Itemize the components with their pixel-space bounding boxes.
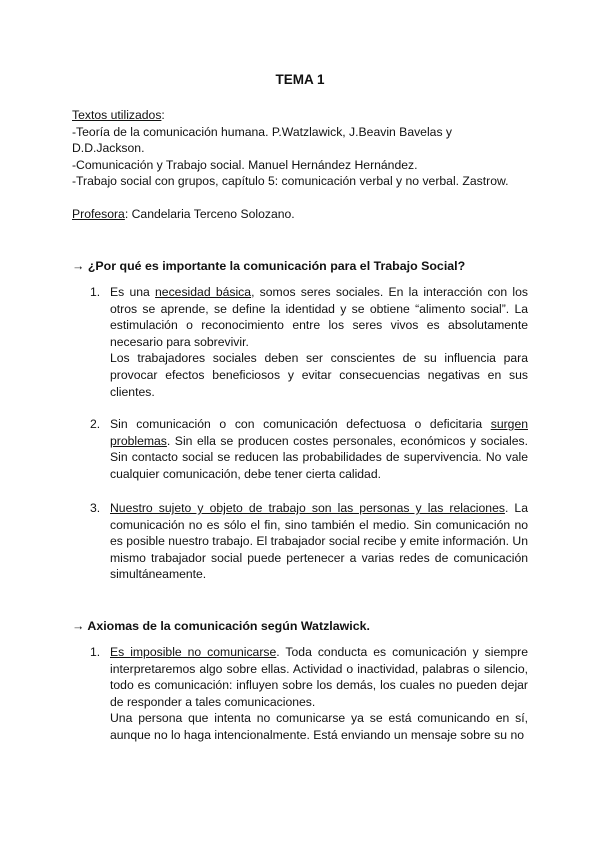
teacher-colon: : bbox=[124, 207, 129, 221]
item-text: . Toda conducta es comunicación y siempre interpretaremos algo sobre ellas. Actividad o inactividad, palabras o silencio, todo es comunicación: influyen sobre los demás, los cuales no pueden dejar de responder a tales comunicaciones. bbox=[110, 645, 529, 709]
item-underline: surgen problemas bbox=[110, 417, 528, 448]
item-extra: Los trabajadores sociales deben ser conscientes de su influencia para provocar efectos beneficiosos y evitar consecuencias negativas en sus clientes. bbox=[110, 351, 528, 399]
list-number: 1. bbox=[90, 285, 101, 299]
list-number: 2. bbox=[90, 417, 101, 431]
sources-heading bbox=[72, 107, 532, 124]
section-heading-axioms: → Axiomas de la comunicación según Watzlawick. bbox=[72, 619, 370, 633]
item-text: . La comunicación no es sólo el fin, sino también el medio. Sin comunicación no es posible nuestro trabajo. El trabajador social recibe y emite información. Un mismo trabajador social puede pertenecer a varias redes de comunicación simultáneamente. bbox=[110, 501, 528, 582]
section-heading-importance: → ¿Por qué es importante la comunicación para el Trabajo Social? bbox=[72, 259, 466, 273]
source-line: -Teoría de la comunicación humana. P.Watzlawick, J.Beavin Bavelas y D.D.Jackson. bbox=[72, 124, 453, 156]
sources-label: Textos utilizados bbox=[72, 108, 162, 122]
list-item bbox=[90, 644, 528, 744]
item-underline: Es imposible no comunicarse bbox=[110, 645, 277, 659]
list-item bbox=[90, 500, 528, 583]
list-number: 1. bbox=[90, 645, 101, 659]
teacher-name: Candelaria Terceno Solozano. bbox=[128, 207, 295, 221]
item-underline: necesidad básica bbox=[155, 285, 252, 299]
source-line: -Comunicación y Trabajo social. Manuel Hernández Hernández. bbox=[72, 157, 418, 172]
item-text: , somos seres sociales. En la interacción con los otros se aprende, se define la identidad y se obtiene “alimento social”. La estimulación o reconocimiento entre los seres vivos es absolutamente necesario para sobrevivir. bbox=[110, 285, 528, 349]
item-underline: Nuestro sujeto y objeto de trabajo son las personas y las relaciones bbox=[110, 501, 505, 515]
item-text: Sin comunicación o con comunicación defectuosa o deficitaria bbox=[110, 417, 491, 431]
teacher-line bbox=[72, 206, 532, 223]
item-extra: Una persona que intenta no comunicarse ya se está comunicando en sí, aunque no lo haga intencionalmente. Está enviando un mensaje sobre su no bbox=[110, 711, 528, 742]
item-text: . Sin ella se producen costes personales, económicos y sociales. Sin contacto social se reducen las probabilidades de supervivencia. No vale cualquier comunicación, debe tener cierta calidad. bbox=[110, 433, 528, 481]
page-title: TEMA 1 bbox=[275, 72, 325, 87]
list-number: 3. bbox=[90, 501, 101, 515]
list-item bbox=[90, 416, 528, 482]
sources-block bbox=[72, 107, 532, 190]
item-text: Es una bbox=[110, 285, 156, 299]
sources-colon: : bbox=[161, 108, 165, 122]
source-line: -Trabajo social con grupos, capítulo 5: comunicación verbal y no verbal. Zastrow. bbox=[72, 174, 509, 189]
teacher-label: Profesora bbox=[72, 207, 125, 221]
list-item bbox=[90, 284, 528, 400]
